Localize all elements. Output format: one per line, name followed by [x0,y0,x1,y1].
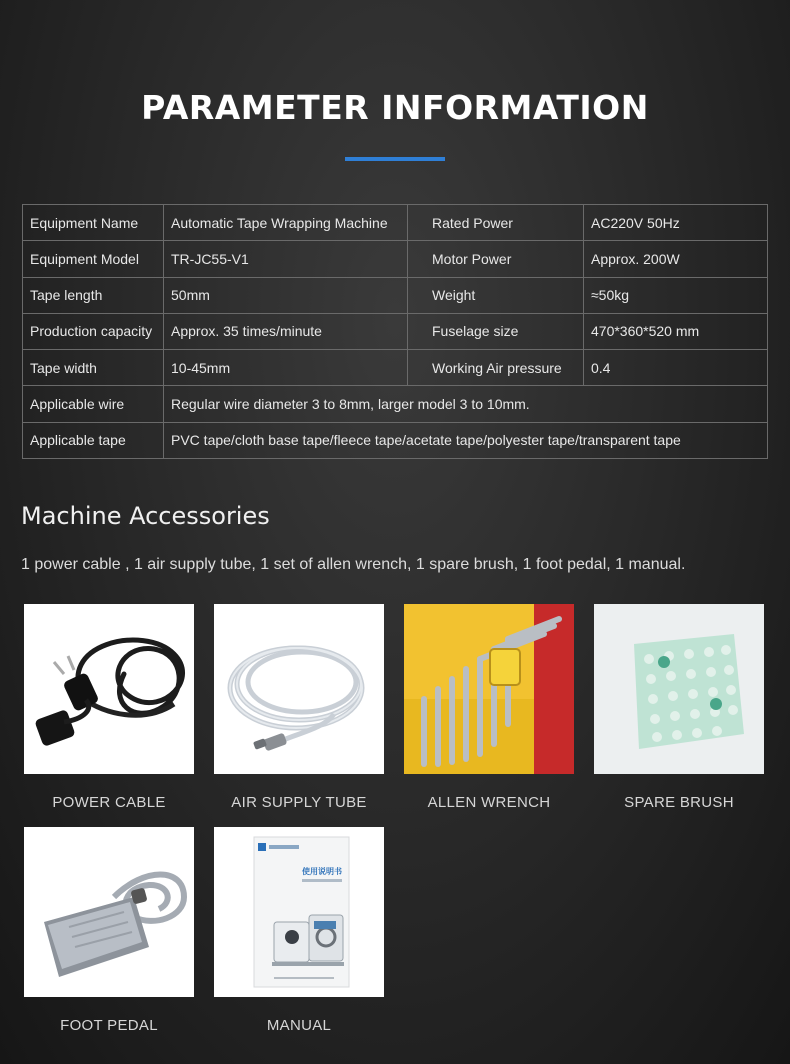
accessory-card-foot-pedal [24,827,194,1034]
param-value: Regular wire diameter 3 to 8mm, larger model 3 to 10mm. [164,386,768,422]
manual-cover-title: 使用说明书 [302,867,342,876]
param-value: TR-JC55-V1 [164,241,408,277]
param-value: Automatic Tape Wrapping Machine [164,205,408,241]
param-label: Rated Power [408,205,584,241]
param-label: Equipment Name [23,205,164,241]
power-cable-icon [24,604,194,774]
manual-icon [214,827,384,997]
param-value: ≈50kg [584,277,768,313]
accessory-label: FOOT PEDAL [60,1017,158,1034]
parameter-table [22,204,768,459]
foot-pedal-icon [24,827,194,997]
accessory-card-allen-wrench [404,604,574,811]
table-row [23,386,768,422]
param-label: Working Air pressure [408,350,584,386]
table-row [23,422,768,458]
param-value: Approx. 200W [584,241,768,277]
table-row [23,241,768,277]
accessory-card-air-tube [214,604,384,811]
param-label: Tape length [23,277,164,313]
accessories-description: 1 power cable , 1 air supply tube, 1 set of allen wrench, 1 spare brush, 1 foot pedal, 1 manual. [21,556,686,573]
param-value: 10-45mm [164,350,408,386]
accessory-label: POWER CABLE [52,794,166,811]
brush-icon [594,604,764,774]
accessory-label: ALLEN WRENCH [427,794,551,811]
param-label: Applicable wire [23,386,164,422]
param-label: Motor Power [408,241,584,277]
accessory-card-power-cable [24,604,194,811]
accessory-label: SPARE BRUSH [624,794,734,811]
param-label: Applicable tape [23,422,164,458]
param-value: 0.4 [584,350,768,386]
param-label: Tape width [23,350,164,386]
param-label: Fuselage size [408,313,584,349]
accessory-card-spare-brush [594,604,764,811]
table-row [23,350,768,386]
param-value: Approx. 35 times/minute [164,313,408,349]
table-row [23,205,768,241]
table-row [23,313,768,349]
accessories-title: Machine Accessories [21,502,270,530]
param-value: PVC tape/cloth base tape/fleece tape/acetate tape/polyester tape/transparent tape [164,422,768,458]
allen-wrench-icon [404,604,574,774]
param-value: AC220V 50Hz [584,205,768,241]
table-row [23,277,768,313]
accessory-label: MANUAL [266,1017,332,1034]
page-title: PARAMETER INFORMATION [141,88,649,127]
param-value: 50mm [164,277,408,313]
accessory-card-manual [214,827,384,1034]
accessory-label: AIR SUPPLY TUBE [231,794,367,811]
param-label: Weight [408,277,584,313]
param-label: Production capacity [23,313,164,349]
param-value: 470*360*520 mm [584,313,768,349]
param-label: Equipment Model [23,241,164,277]
title-underline [345,157,445,161]
air-tube-icon [214,604,384,774]
